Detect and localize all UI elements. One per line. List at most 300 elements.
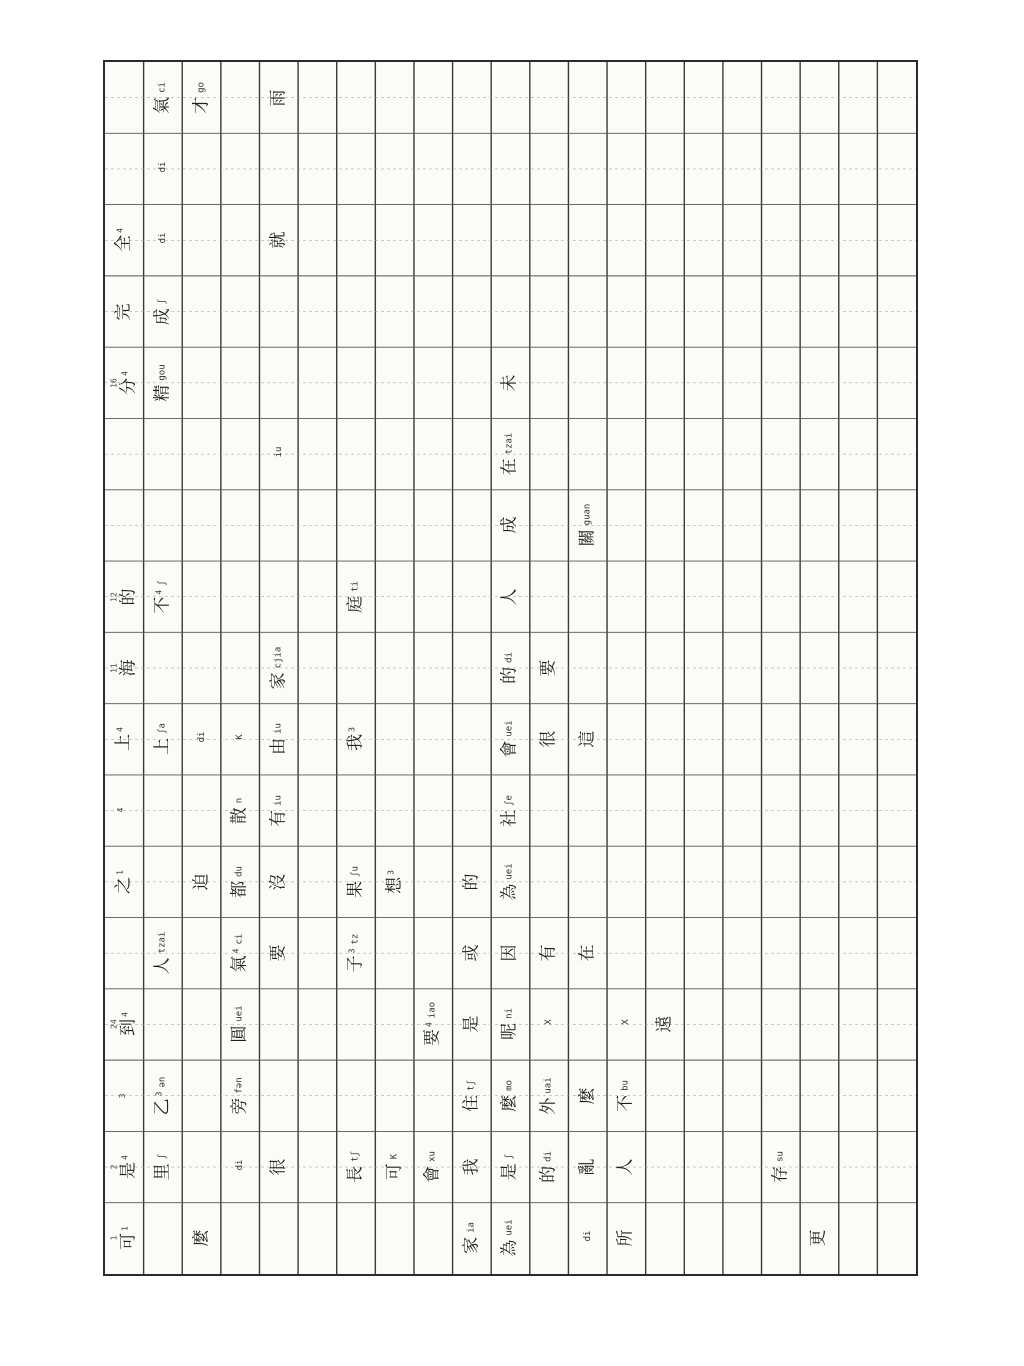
cell-character: 乙 <box>152 1098 173 1116</box>
grid-cell <box>105 490 144 561</box>
grid-cell <box>259 1131 298 1202</box>
grid-cell <box>298 133 337 204</box>
grid-cell <box>877 490 916 561</box>
cell-content <box>113 727 134 752</box>
cell-content <box>154 1076 171 1115</box>
grid-cell <box>839 1131 878 1202</box>
grid-cell <box>762 418 801 489</box>
cell-character: 人 <box>152 957 173 975</box>
grid-cell <box>453 62 492 133</box>
grid-cell <box>646 490 685 561</box>
cell-phonetic: iu <box>273 446 284 458</box>
grid-cell <box>877 418 916 489</box>
cell-character: 圓 <box>229 1026 250 1044</box>
grid-cell <box>839 418 878 489</box>
cell-content <box>772 1151 789 1183</box>
grid-cell <box>646 561 685 632</box>
cell-character: 沒 <box>268 873 289 891</box>
grid-cell <box>491 490 530 561</box>
grid-cell <box>607 989 646 1060</box>
grid-cell <box>839 561 878 632</box>
grid-cell <box>877 632 916 703</box>
grid-cell <box>414 775 453 846</box>
grid-cell <box>144 276 183 347</box>
cell-character: 想 <box>384 876 405 894</box>
grid-cell <box>298 1131 337 1202</box>
grid-cell <box>105 918 144 989</box>
grid-cell <box>144 347 183 418</box>
cell-character: 散 <box>229 806 250 824</box>
grid-cell <box>375 276 414 347</box>
grid-cell <box>762 775 801 846</box>
grid-cell <box>375 632 414 703</box>
cell-content <box>232 1160 248 1175</box>
cell-character: 更 <box>808 1229 829 1247</box>
cell-phonetic: bu <box>620 1079 631 1091</box>
grid-cell <box>646 1060 685 1131</box>
grid-cell <box>491 561 530 632</box>
grid-cell <box>105 347 144 418</box>
grid-cell <box>800 704 839 775</box>
cell-tone: 4 <box>231 948 241 954</box>
grid-cell <box>414 1060 453 1131</box>
grid-cell <box>491 62 530 133</box>
grid-cell <box>762 704 801 775</box>
cell-content <box>111 371 138 395</box>
grid-cell <box>414 846 453 917</box>
grid-cell <box>684 1131 723 1202</box>
grid-cell <box>530 775 569 846</box>
grid-cell <box>723 632 762 703</box>
cell-phonetic: xu <box>427 1151 438 1162</box>
grid-cell <box>800 1060 839 1131</box>
grid-cell <box>762 561 801 632</box>
grid-cell <box>491 133 530 204</box>
cell-phonetic: ti <box>350 580 361 592</box>
grid-cell <box>337 62 376 133</box>
cell-character: 的 <box>499 666 520 684</box>
transcription-sheet <box>103 60 918 1276</box>
grid-cell <box>646 1203 685 1274</box>
grid-cell <box>375 205 414 276</box>
grid-cell <box>144 989 183 1060</box>
grid-cell <box>568 775 607 846</box>
grid-cell <box>414 918 453 989</box>
cell-content <box>270 945 287 962</box>
cell-phonetic: uei <box>504 720 515 737</box>
grid-cell <box>607 490 646 561</box>
grid-cell <box>839 846 878 917</box>
cell-phonetic: iu <box>273 723 284 735</box>
grid-cell <box>453 989 492 1060</box>
cell-phonetic: fən <box>234 1077 245 1094</box>
grid-cell <box>530 989 569 1060</box>
cell-tone: 4 <box>115 727 125 733</box>
cell-character: 有 <box>268 809 289 827</box>
grid-cell <box>723 347 762 418</box>
cell-content <box>538 730 559 748</box>
cell-character: 氣 <box>229 955 250 973</box>
cell-character: 是 <box>461 1015 482 1033</box>
grid-cell <box>646 1131 685 1202</box>
grid-cell <box>684 1203 723 1274</box>
cell-content <box>656 1016 673 1033</box>
cell-content <box>154 580 171 613</box>
grid-cell <box>453 133 492 204</box>
grid-cell <box>800 205 839 276</box>
cell-phonetic: uei <box>504 1219 515 1236</box>
grid-cell <box>221 205 260 276</box>
grid-cell <box>221 846 260 917</box>
cell-content <box>345 727 366 752</box>
grid-cell <box>684 632 723 703</box>
cell-phonetic: go <box>196 81 207 93</box>
cell-phonetic: ci <box>234 933 245 945</box>
cell-character: 由 <box>268 738 289 756</box>
grid-cell <box>762 490 801 561</box>
cell-content <box>463 1159 480 1176</box>
grid-cell <box>800 1203 839 1274</box>
grid-cell <box>877 62 916 133</box>
grid-cell <box>607 133 646 204</box>
cell-content <box>538 659 559 677</box>
grid-cell <box>298 205 337 276</box>
cell-content <box>116 807 132 814</box>
grid-cell <box>144 1060 183 1131</box>
grid-cell <box>491 846 530 917</box>
grid-cell <box>453 418 492 489</box>
cell-phonetic: tzai <box>504 432 515 455</box>
grid-cell <box>723 418 762 489</box>
grid-cell <box>723 1131 762 1202</box>
grid-cell <box>105 418 144 489</box>
grid-cell <box>800 347 839 418</box>
grid-cell <box>337 846 376 917</box>
grid-cell <box>839 276 878 347</box>
cell-phonetic: du <box>234 865 245 877</box>
grid-cell <box>530 561 569 632</box>
grid-cell <box>414 1203 453 1274</box>
grid-cell <box>800 989 839 1060</box>
grid-cell <box>144 133 183 204</box>
cell-tone: 4 <box>120 1012 130 1018</box>
cell-character: 果 <box>345 880 366 898</box>
grid-cell <box>375 1131 414 1202</box>
grid-cell <box>337 1203 376 1274</box>
cell-content <box>499 863 520 901</box>
grid-cell <box>491 1203 530 1274</box>
cell-content <box>579 504 596 547</box>
grid-cell <box>568 276 607 347</box>
cell-phonetic: iu <box>273 794 284 806</box>
cell-content <box>229 1077 250 1115</box>
grid-cell <box>221 133 260 204</box>
grid-cell <box>607 276 646 347</box>
grid-cell <box>144 1131 183 1202</box>
cell-character: 會 <box>422 1165 443 1183</box>
cell-phonetic: di <box>582 1230 593 1242</box>
grid-cell <box>375 347 414 418</box>
grid-cell <box>877 1131 916 1202</box>
grid-cell <box>877 561 916 632</box>
grid-cell <box>375 490 414 561</box>
cell-character: 是 <box>499 1163 520 1181</box>
cell-phonetic: ʃa <box>157 723 168 735</box>
grid-cell <box>491 276 530 347</box>
grid-cell <box>259 418 298 489</box>
cell-phonetic: uai <box>543 1077 554 1094</box>
grid-cell <box>337 918 376 989</box>
grid-cell <box>298 989 337 1060</box>
grid-cell <box>375 62 414 133</box>
grid-cell <box>646 347 685 418</box>
cell-phonetic: di <box>504 652 515 663</box>
grid-cell <box>259 775 298 846</box>
cell-character: 要 <box>422 1029 443 1047</box>
grid-cell <box>337 347 376 418</box>
grid-cell <box>298 1203 337 1274</box>
grid-cell <box>568 205 607 276</box>
grid-cell <box>337 490 376 561</box>
grid-cell <box>684 989 723 1060</box>
grid-cell <box>375 418 414 489</box>
cell-tone: 3 <box>347 948 357 954</box>
cell-phonetic: ni <box>504 1008 515 1020</box>
grid-cell <box>221 1203 260 1274</box>
grid-cell <box>182 418 221 489</box>
grid-cell <box>568 62 607 133</box>
grid-cell <box>337 1060 376 1131</box>
cell-character: 精 <box>152 384 173 402</box>
grid-cell <box>839 989 878 1060</box>
grid-cell <box>568 846 607 917</box>
grid-cell <box>646 276 685 347</box>
grid-cell <box>530 133 569 204</box>
cell-content <box>463 1222 480 1254</box>
cell-phonetic: X <box>544 1019 555 1026</box>
grid-cell <box>723 989 762 1060</box>
grid-cell <box>182 490 221 561</box>
grid-cell <box>491 1060 530 1131</box>
cell-content <box>499 516 520 534</box>
grid-cell <box>259 561 298 632</box>
cell-phonetic: cjia <box>273 646 284 669</box>
grid-cell <box>337 704 376 775</box>
cell-phonetic: gou <box>157 364 168 381</box>
grid-cell <box>839 133 878 204</box>
grid-cell <box>646 62 685 133</box>
grid-cell <box>337 418 376 489</box>
grid-cell <box>259 1203 298 1274</box>
grid-cell <box>723 133 762 204</box>
grid-cell <box>800 276 839 347</box>
cell-phonetic: K <box>235 734 246 740</box>
cell-number: 3 <box>118 1093 128 1099</box>
grid-cell <box>375 775 414 846</box>
cell-phonetic: su <box>775 1151 786 1162</box>
cell-character: 成 <box>499 516 520 534</box>
grid-cell <box>453 1131 492 1202</box>
cell-phonetic: ʃu <box>350 865 361 877</box>
grid-cell <box>877 347 916 418</box>
cell-character: 關 <box>577 529 598 547</box>
grid-cell <box>762 1060 801 1131</box>
grid-cell <box>259 632 298 703</box>
grid-cell <box>800 418 839 489</box>
cell-phonetic: ʃ <box>504 1153 515 1160</box>
cell-phonetic: di <box>157 232 168 244</box>
grid-cell <box>298 418 337 489</box>
grid-cell <box>144 418 183 489</box>
grid-cell <box>105 846 144 917</box>
cell-tone: 3 <box>385 869 395 875</box>
grid-cell <box>723 1060 762 1131</box>
cell-content <box>345 1151 366 1183</box>
grid-cell <box>337 561 376 632</box>
cell-content <box>463 1016 480 1033</box>
cell-content <box>499 720 520 758</box>
cell-number: 16 <box>109 377 119 388</box>
cell-phonetic: ʃe <box>504 794 515 806</box>
grid-cell <box>877 1203 916 1274</box>
grid-cell <box>259 490 298 561</box>
cell-phonetic: tz <box>350 933 361 945</box>
grid-cell <box>684 62 723 133</box>
grid-cell <box>105 205 144 276</box>
grid-cell <box>839 490 878 561</box>
cell-content <box>579 731 596 748</box>
grid-cell <box>800 918 839 989</box>
grid-cell <box>337 205 376 276</box>
grid-cell <box>684 133 723 204</box>
grid-cell <box>259 347 298 418</box>
grid-cell <box>453 775 492 846</box>
grid-cell <box>684 561 723 632</box>
grid-cell <box>568 704 607 775</box>
cell-phonetic: ʃ <box>157 580 168 586</box>
grid-cell <box>607 205 646 276</box>
grid-cell <box>877 989 916 1060</box>
cell-content <box>499 432 520 476</box>
cell-content <box>499 944 520 962</box>
grid-cell <box>453 276 492 347</box>
grid-cell <box>144 632 183 703</box>
grid-cell <box>221 632 260 703</box>
grid-cell <box>453 704 492 775</box>
cell-content <box>270 795 287 827</box>
cell-character: 要 <box>538 659 559 677</box>
cell-character: 社 <box>499 809 520 827</box>
cell-content <box>615 1229 636 1247</box>
grid-cell <box>530 418 569 489</box>
cell-character: 庭 <box>345 595 366 613</box>
cell-character: 到 <box>118 1019 139 1037</box>
grid-cell <box>259 846 298 917</box>
grid-cell <box>453 918 492 989</box>
cell-content <box>345 865 366 898</box>
grid-cell <box>105 632 144 703</box>
grid-cell <box>105 775 144 846</box>
grid-cell <box>723 561 762 632</box>
grid-cell <box>298 490 337 561</box>
grid-cell <box>646 418 685 489</box>
cell-character: 全 <box>113 235 134 253</box>
grid-cell <box>877 205 916 276</box>
cell-content <box>499 652 520 684</box>
cell-character: 的 <box>538 1165 559 1183</box>
cell-content <box>111 659 138 676</box>
grid-cell <box>298 918 337 989</box>
cell-character: 旁 <box>229 1097 250 1115</box>
grid-cell <box>337 1131 376 1202</box>
grid-cell <box>259 918 298 989</box>
grid-cell <box>105 133 144 204</box>
cell-number: 1 <box>109 1235 119 1241</box>
grid-cell <box>144 704 183 775</box>
grid-cell <box>221 1131 260 1202</box>
grid-cell <box>607 775 646 846</box>
cell-character: 不 <box>615 1094 636 1112</box>
cell-character: 上 <box>152 738 173 756</box>
cell-tone: 4 <box>120 1155 130 1160</box>
grid-cell <box>839 1203 878 1274</box>
grid-cell <box>723 918 762 989</box>
grid-cell <box>375 704 414 775</box>
cell-character: 家 <box>461 1237 482 1255</box>
cell-character: 不 <box>152 596 173 614</box>
grid-cell <box>646 632 685 703</box>
grid-cell <box>298 704 337 775</box>
grid-cell <box>839 632 878 703</box>
grid-cell <box>182 561 221 632</box>
cell-tone: 3 <box>154 1091 164 1097</box>
grid-cell <box>221 704 260 775</box>
cell-character: 麼 <box>499 1094 520 1112</box>
grid-cell <box>453 1060 492 1131</box>
cell-character: 亂 <box>577 1158 598 1176</box>
cell-phonetic: ʃ <box>157 298 168 304</box>
cell-content <box>541 1020 557 1029</box>
grid-cell <box>221 347 260 418</box>
grid-cell <box>684 490 723 561</box>
cell-content <box>499 1079 520 1112</box>
cell-content <box>111 1013 138 1037</box>
cell-content <box>271 447 287 462</box>
cell-phonetic: di <box>157 161 168 173</box>
grid-cell <box>414 418 453 489</box>
grid-cell <box>182 989 221 1060</box>
cell-character: 都 <box>229 880 250 898</box>
grid-cell <box>646 704 685 775</box>
grid-cell <box>684 775 723 846</box>
grid-cell <box>105 1131 144 1202</box>
cell-content <box>386 1154 403 1180</box>
grid-cell <box>530 632 569 703</box>
cell-character: 迫 <box>191 873 212 891</box>
grid-cell <box>877 1060 916 1131</box>
cell-phonetic: tʃ <box>466 1079 477 1091</box>
grid-cell <box>144 1203 183 1274</box>
cell-content <box>538 944 559 962</box>
grid-cell <box>375 1203 414 1274</box>
grid-cell <box>182 775 221 846</box>
cell-character: 很 <box>268 1158 289 1176</box>
cell-content <box>155 162 171 177</box>
cell-character: 完 <box>113 303 134 321</box>
grid-cell <box>221 989 260 1060</box>
grid-cell <box>144 561 183 632</box>
grid-cell <box>259 1060 298 1131</box>
